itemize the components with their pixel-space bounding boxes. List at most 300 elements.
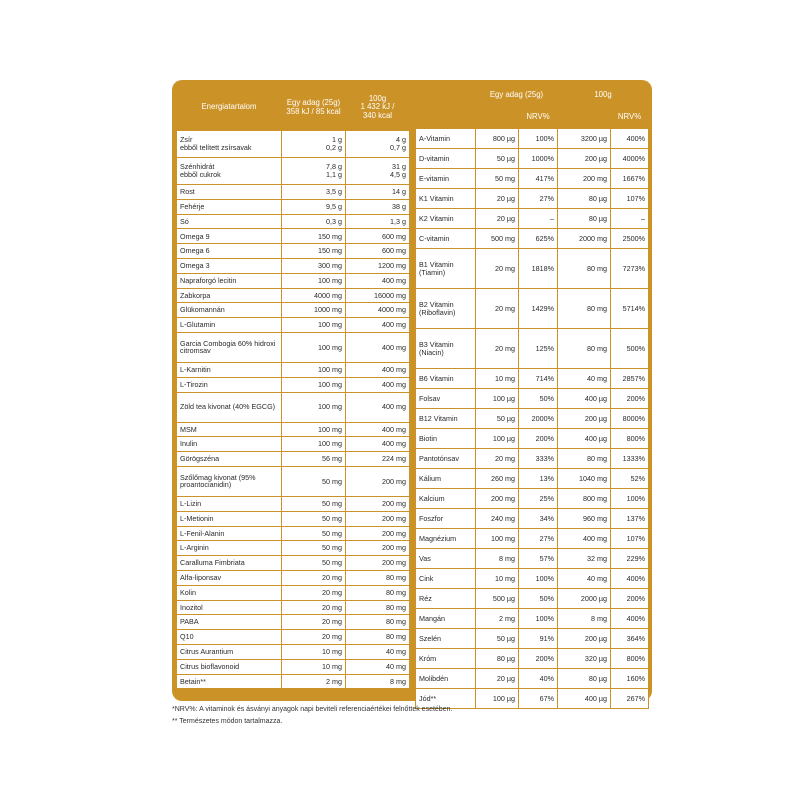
per-serving-value: 20 µg [476,189,519,209]
per-100g-value: 320 µg [558,649,611,669]
nutrient-name [177,318,282,333]
value: 50 mg [322,476,342,486]
value: 14 g [392,187,406,197]
per-100g-value: 2000 µg [558,589,611,609]
per-100g-value [346,229,410,244]
nutrient-name [177,511,282,526]
nutrient-label: Garcia Combogia 60% hidroxi citromsav [180,338,276,356]
nutrient-label: L-Karnitin [180,365,211,375]
per-serving-value [282,570,346,585]
per-serving-value: 10 mg [476,569,519,589]
per-100g-value [346,496,410,511]
per-100g-nrv: 52% [611,469,649,489]
table-row [416,569,649,589]
nutrient-label: Betain** [180,676,206,686]
value: 1 g [332,135,342,145]
nutrient-name: Folsav [416,389,476,409]
table-row [177,674,410,689]
per-serving-value: 20 µg [476,209,519,229]
per-100g-value [346,244,410,259]
table-row [177,288,410,303]
value: 100 mg [318,275,342,285]
header-per-serving [282,85,346,131]
per-serving-value [282,332,346,362]
per-100g-value: 40 mg [558,569,611,589]
value: 50 mg [322,558,342,568]
per-serving-nrv: 25% [519,489,558,509]
header-per-serving-label: Egy adag (25g) [286,98,341,108]
nutrition-table-right [415,84,649,709]
value: 3,5 g [326,187,342,197]
per-serving-value [282,244,346,259]
nutrient-name [177,362,282,377]
nutrient-name [177,496,282,511]
per-100g-value [346,556,410,571]
table-row [177,437,410,452]
per-serving-nrv: 200% [519,429,558,449]
header-nrv: NRV% [519,107,558,129]
per-100g-value [346,541,410,556]
table-row [177,526,410,541]
table-row [416,249,649,289]
nutrient-name [177,288,282,303]
table-row [177,377,410,392]
value: 100 mg [318,424,342,434]
per-100g-value: 80 mg [558,329,611,369]
nutrient-name [177,674,282,689]
table-row [177,600,410,615]
value: 400 mg [382,402,406,412]
per-serving-value: 800 µg [476,129,519,149]
per-serving-nrv: 67% [519,689,558,709]
nutrient-name: Mangán [416,609,476,629]
per-serving-nrv: 13% [519,469,558,489]
nutrient-name: Kálium [416,469,476,489]
per-100g-value [346,600,410,615]
table-row [416,629,649,649]
nutrient-name [177,437,282,452]
per-serving-nrv: 34% [519,509,558,529]
table-row [177,273,410,288]
table-row [416,509,649,529]
per-100g-value: 8 mg [558,609,611,629]
per-serving-value: 100 mg [476,529,519,549]
nutrient-name: E-vitamin [416,169,476,189]
per-100g-nrv: 2857% [611,369,649,389]
nutrient-name: Króm [416,649,476,669]
per-serving-value [282,644,346,659]
per-100g-value [346,422,410,437]
per-serving-value [282,158,346,185]
nutrient-sublabel: ebből telített zsírsavak [180,143,252,152]
per-serving-value [282,466,346,496]
footnote-natural: ** Természetes módon tartalmazza. [172,718,283,725]
nutrient-name: K1 Vitamin [416,189,476,209]
nutrition-table-right-body [416,129,649,709]
value: 100 mg [318,379,342,389]
value: 40 mg [386,661,406,671]
nutrient-name: C-vitamin [416,229,476,249]
per-serving-value: 500 µg [476,589,519,609]
per-100g-value [346,377,410,392]
nutrient-label: Fehérje [180,201,205,211]
per-100g-nrv: 400% [611,609,649,629]
header-per-100g [346,85,410,131]
table-row [416,529,649,549]
value: 150 mg [318,231,342,241]
per-100g-nrv: 137% [611,509,649,529]
nutrient-name: Réz [416,589,476,609]
value: 31 g [392,162,406,172]
nutrient-label: Omega 9 [180,231,210,241]
per-serving-value [282,377,346,392]
per-100g-value [346,303,410,318]
per-serving-nrv: 50% [519,589,558,609]
per-100g-nrv: 364% [611,629,649,649]
per-100g-value: 400 µg [558,429,611,449]
per-100g-value: 3200 µg [558,129,611,149]
per-serving-nrv: 100% [519,129,558,149]
nutrient-name: D-vitamin [416,149,476,169]
per-100g-value: 200 µg [558,409,611,429]
per-serving-value: 50 µg [476,409,519,429]
table-row [416,129,649,149]
value: 300 mg [318,261,342,271]
table-row [416,489,649,509]
per-serving-nrv: 200% [519,649,558,669]
value: 100 mg [318,365,342,375]
table-row [416,369,649,389]
nutrient-name [177,273,282,288]
per-100g-value [346,452,410,467]
per-serving-nrv: 1818% [519,249,558,289]
value: 600 mg [382,231,406,241]
nutrient-name: Molibdén [416,669,476,689]
sub-value: 4,5 g [390,170,406,179]
value: 80 mg [386,632,406,642]
table-row [177,303,410,318]
table-row [177,229,410,244]
value: 1000 mg [314,305,342,315]
per-100g-value: 80 µg [558,669,611,689]
value: 10 mg [322,661,342,671]
table-row [177,185,410,200]
nutrient-label: Szőlőmag kivonat (95% proantocianidin) [180,472,256,490]
per-serving-value: 50 mg [476,169,519,189]
nutrient-label: Só [180,216,189,226]
per-100g-nrv: 229% [611,549,649,569]
per-100g-value: 400 µg [558,689,611,709]
value: 80 mg [386,602,406,612]
nutrient-name: Szelén [416,629,476,649]
nutrient-label: Zöld tea kivonat (40% EGCG) [180,402,276,412]
per-100g-value [346,158,410,185]
table-row [177,541,410,556]
nutrient-name: Biotin [416,429,476,449]
nutrient-label: Glükomannán [180,305,225,315]
per-100g-nrv: 2500% [611,229,649,249]
table-row [416,289,649,329]
value: 80 mg [386,573,406,583]
value: 9,5 g [326,201,342,211]
value: 400 mg [382,424,406,434]
per-100g-nrv: – [611,209,649,229]
table-row [177,496,410,511]
nutrient-name [177,214,282,229]
nutrient-label: L-Tirozin [180,379,208,389]
table-row [177,392,410,422]
table-row [177,570,410,585]
table-row [177,318,410,333]
sub-value: 1,1 g [326,170,342,179]
per-serving-value [282,674,346,689]
nutrient-label: Q10 [180,632,194,642]
value: 80 mg [386,617,406,627]
table-row [416,609,649,629]
value: 7,8 g [326,162,342,172]
header-blank-3 [476,107,519,129]
nutrient-name [177,452,282,467]
per-100g-value: 80 mg [558,289,611,329]
per-serving-value [282,199,346,214]
table-row [416,589,649,609]
table-row [416,209,649,229]
per-serving-nrv: 100% [519,569,558,589]
nutrient-label: Inulin [180,439,198,449]
per-serving-value [282,541,346,556]
table-row [416,149,649,169]
per-100g-nrv: 267% [611,689,649,709]
value: 8 mg [390,676,406,686]
header-blank [416,85,476,107]
per-serving-value [282,437,346,452]
nutrient-name [177,556,282,571]
value: 50 mg [322,499,342,509]
per-100g-nrv: 107% [611,529,649,549]
value: 100 mg [318,342,342,352]
nutrient-name [177,615,282,630]
per-100g-value [346,570,410,585]
sub-value: 0,7 g [390,143,406,152]
per-100g-value: 80 mg [558,449,611,469]
per-serving-value [282,185,346,200]
per-serving-nrv: 100% [519,609,558,629]
per-100g-value: 400 µg [558,389,611,409]
per-100g-nrv: 8000% [611,409,649,429]
nutrient-label: Zabkorpa [180,290,211,300]
nutrient-label: PABA [180,617,199,627]
nutrient-label: L-Metionin [180,513,214,523]
per-serving-nrv: 91% [519,629,558,649]
footnote-nrv: *NRV%: A vitaminok és ásványi anyagok napi beviteli referenciaértékei felnőttek esetében. [172,706,453,713]
per-100g-nrv: 107% [611,189,649,209]
value: 150 mg [318,246,342,256]
value: 1,3 g [390,216,406,226]
per-100g-value [346,131,410,158]
per-serving-value: 200 mg [476,489,519,509]
per-100g-value: 80 mg [558,249,611,289]
per-serving-value [282,556,346,571]
per-100g-value [346,659,410,674]
nutrient-name [177,659,282,674]
nutrient-name [177,185,282,200]
per-100g-nrv: 5714% [611,289,649,329]
per-serving-nrv: 333% [519,449,558,469]
nutrient-label: Caralluma Fimbriata [180,558,245,568]
header-blank-4 [558,107,611,129]
per-serving-nrv: 714% [519,369,558,389]
nutrient-name [177,258,282,273]
value: 400 mg [382,365,406,375]
per-100g-value: 80 µg [558,209,611,229]
per-serving-value: 20 mg [476,289,519,329]
per-serving-value: 10 mg [476,369,519,389]
per-100g-value [346,511,410,526]
per-100g-value: 400 mg [558,529,611,549]
nutrient-name: B2 Vitamin (Riboflavin) [416,289,476,329]
value: 100 mg [318,402,342,412]
nutrient-name [177,630,282,645]
per-100g-value [346,585,410,600]
value: 20 mg [322,587,342,597]
per-serving-value [282,496,346,511]
per-100g-nrv: 100% [611,489,649,509]
nutrient-label: Zsír [180,135,193,145]
table-row [416,469,649,489]
table-row [177,585,410,600]
value: 400 mg [382,342,406,352]
table-row [177,131,410,158]
nutrition-table-left [176,84,410,689]
nutrient-name [177,644,282,659]
per-serving-nrv: 27% [519,529,558,549]
table-row [177,258,410,273]
header-per-100g-kcal: 340 kcal [362,110,393,120]
nutrient-label: Omega 3 [180,261,210,271]
value: 100 mg [318,439,342,449]
per-serving-value [282,362,346,377]
per-100g-value: 2000 mg [558,229,611,249]
per-serving-value [282,273,346,288]
per-serving-value: 260 mg [476,469,519,489]
table-row [177,422,410,437]
nutrient-label: L-Glutamin [180,320,216,330]
per-serving-value [282,229,346,244]
per-serving-nrv: 40% [519,669,558,689]
table-row [416,449,649,469]
per-serving-nrv: 1429% [519,289,558,329]
per-100g-value [346,258,410,273]
per-serving-value [282,131,346,158]
nutrient-label: MSM [180,424,197,434]
header-per-serving: Egy adag (25g) [476,85,558,107]
nutrient-name: Kalcium [416,489,476,509]
table-row [416,189,649,209]
per-100g-value [346,466,410,496]
per-100g-value [346,526,410,541]
nutrient-label: Napraforgó lecitin [180,275,237,285]
nutrient-name [177,570,282,585]
nutrient-name: B12 Vitamin [416,409,476,429]
value: 4000 mg [378,305,406,315]
value: 20 mg [322,573,342,583]
per-100g-nrv: 500% [611,329,649,369]
per-serving-value: 100 µg [476,429,519,449]
per-100g-value [346,332,410,362]
value: 400 mg [382,320,406,330]
nutrient-name [177,526,282,541]
value: 50 mg [322,543,342,553]
nutrient-label: Rost [180,187,195,197]
table-row [177,466,410,496]
value: 400 mg [382,439,406,449]
per-100g-value [346,674,410,689]
table-row [177,362,410,377]
nutrient-name: A-Vitamin [416,129,476,149]
value: 200 mg [382,558,406,568]
value: 16000 mg [374,290,406,300]
per-100g-value: 200 µg [558,149,611,169]
nutrient-label: L-Lizin [180,499,202,509]
nutrient-label: L-Arginin [180,543,209,553]
per-serving-value: 2 mg [476,609,519,629]
per-serving-value: 500 mg [476,229,519,249]
nutrient-name: B3 Vitamin (Niacin) [416,329,476,369]
per-serving-nrv: 1000% [519,149,558,169]
header-energy: Energiatartalom [177,85,282,131]
nutrient-name [177,377,282,392]
table-row [177,511,410,526]
nutrient-name [177,131,282,158]
table-row [177,630,410,645]
value: 4000 mg [314,290,342,300]
nutrient-name [177,244,282,259]
table-row [416,389,649,409]
nutrient-name [177,229,282,244]
per-100g-value [346,199,410,214]
per-100g-nrv: 400% [611,569,649,589]
value: 1200 mg [378,261,406,271]
per-serving-value [282,392,346,422]
per-100g-value: 40 mg [558,369,611,389]
value: 400 mg [382,275,406,285]
nutrient-name [177,392,282,422]
nutrient-name [177,466,282,496]
per-100g-value [346,273,410,288]
nutrient-name: Vas [416,549,476,569]
per-100g-nrv: 160% [611,669,649,689]
nutrient-name: B1 Vitamin (Tiamin) [416,249,476,289]
nutrient-name [177,600,282,615]
per-serving-value [282,258,346,273]
value: 20 mg [322,632,342,642]
per-100g-nrv: 400% [611,129,649,149]
per-100g-nrv: 1333% [611,449,649,469]
per-100g-value [346,185,410,200]
per-serving-value [282,214,346,229]
value: 50 mg [322,528,342,538]
table-row [177,244,410,259]
value: 2 mg [326,676,342,686]
per-serving-value: 50 µg [476,149,519,169]
nutrient-name: K2 Vitamin [416,209,476,229]
per-100g-nrv: 1667% [611,169,649,189]
per-serving-nrv: 27% [519,189,558,209]
nutrient-label: Kolin [180,587,196,597]
value: 200 mg [382,476,406,486]
per-serving-value [282,303,346,318]
per-100g-value [346,392,410,422]
